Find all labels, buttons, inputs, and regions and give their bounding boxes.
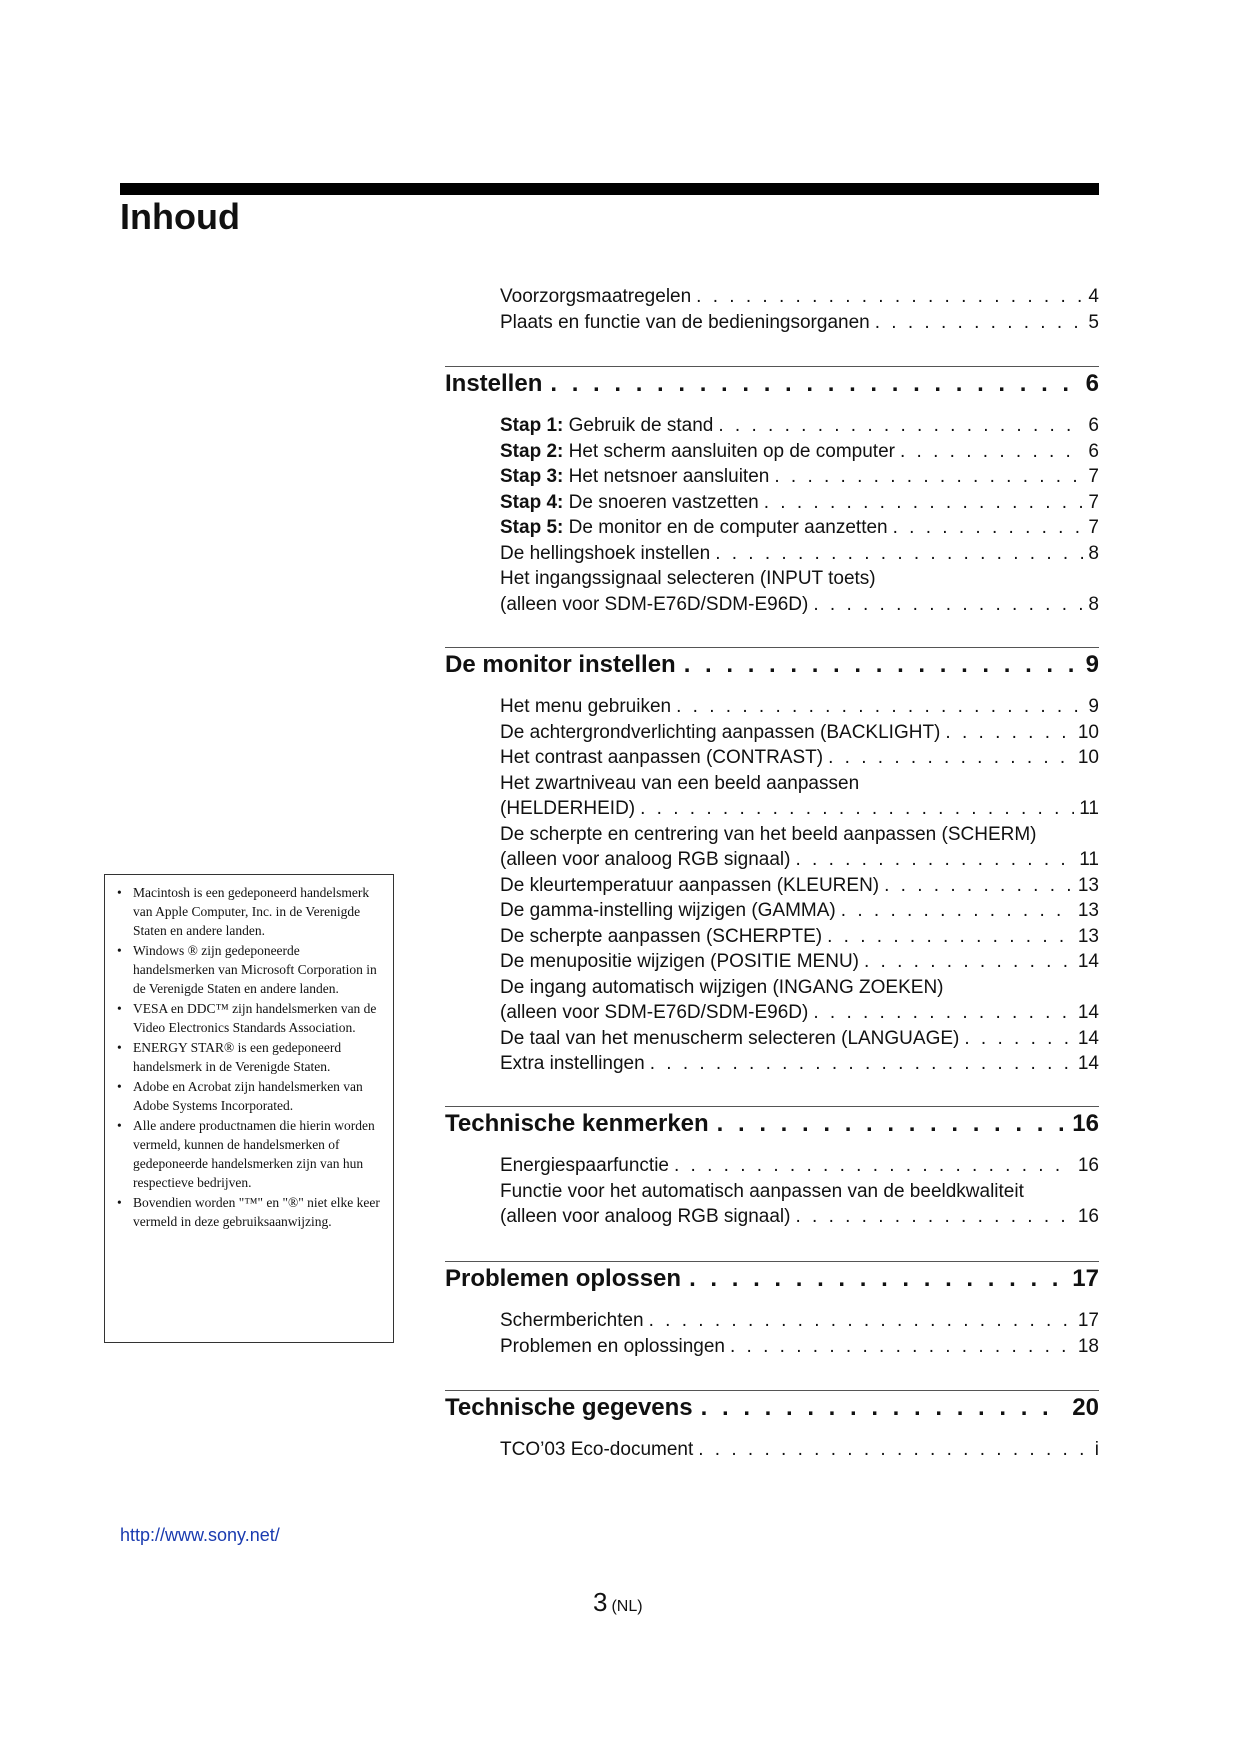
toc-entry-label <box>500 1155 669 1177</box>
page-ref: 16 <box>1077 1206 1099 1227</box>
toc-entry[interactable] <box>500 1310 1099 1336</box>
page-ref: 10 <box>1077 747 1099 768</box>
toc-entry-label <box>500 543 710 565</box>
toc-entry[interactable] <box>500 1439 1099 1465</box>
page-ref: 8 <box>1088 593 1099 615</box>
entry-text: Het zwartniveau van een beeld aanpassen <box>500 772 860 794</box>
leader-dots <box>701 1394 1065 1422</box>
leader-dots <box>900 441 1083 463</box>
toc-entry[interactable] <box>500 1336 1099 1362</box>
page-ref: 18 <box>1077 1335 1099 1357</box>
toc-entry[interactable] <box>500 492 1099 518</box>
toc-entry[interactable] <box>500 286 1099 312</box>
page-ref: 7 <box>1088 466 1099 487</box>
toc-entry-label <box>500 747 823 769</box>
step-label: Stap 4: <box>500 491 564 513</box>
page-ref: 10 <box>1077 721 1099 743</box>
page-ref: 11 <box>1079 798 1099 819</box>
leader-dots <box>893 517 1084 539</box>
leader-dots <box>696 286 1083 308</box>
title-rule <box>120 183 1099 195</box>
toc-entry-label <box>500 773 859 794</box>
entry-text: De menupositie wijzigen (POSITIE MENU) <box>500 951 859 972</box>
toc-entry-label <box>500 798 635 820</box>
toc-entry-label <box>500 1002 808 1024</box>
entry-text: De gamma-instelling wijzigen (GAMMA) <box>500 900 836 921</box>
leader-dots <box>945 722 1072 744</box>
leader-dots <box>841 900 1073 922</box>
entry-text: Schermberichten <box>500 1310 644 1331</box>
toc-entry-label <box>500 312 870 334</box>
toc-entry[interactable] <box>500 849 1099 875</box>
toc-entry[interactable] <box>500 517 1099 543</box>
toc-entry[interactable] <box>500 977 1099 1003</box>
step-label: Stap 5: <box>500 517 564 538</box>
section-page: 9 <box>1085 651 1099 678</box>
leader-dots <box>717 1110 1065 1138</box>
toc-entry-label <box>500 492 759 514</box>
toc-entry-label <box>500 286 691 308</box>
toc-entry-label <box>500 722 940 744</box>
entry-text: De ingang automatisch wijzigen (INGANG ZOEKEN) <box>500 976 944 998</box>
toc-entry[interactable] <box>500 824 1099 850</box>
toc-entry[interactable] <box>500 415 1099 441</box>
section-heading[interactable] <box>445 1394 1099 1428</box>
section-page: 17 <box>1072 1265 1099 1292</box>
entry-text: Het menu gebruiken <box>500 696 672 717</box>
trademark-note: • Alle andere productnamen die hierin worden vermeld, kunnen de handelsmerken of gedeponeerde handelsmerken zijn van hun respectieve bedrijven. <box>115 1116 383 1192</box>
entry-text: De hellingshoek instellen <box>500 542 711 564</box>
toc-entry-label <box>500 824 1037 845</box>
page-ref: 14 <box>1077 951 1099 972</box>
entry-text: Plaats en functie van de bedieningsorganen <box>500 311 870 333</box>
leader-dots <box>795 1206 1072 1228</box>
trademark-note: • Windows ® zijn gedeponeerde handelsmerken van Microsoft Corporation in de Verenigde Staten en andere landen. <box>115 941 383 998</box>
toc-entry[interactable] <box>500 1181 1099 1207</box>
page-ref: 7 <box>1088 491 1099 513</box>
toc-entry[interactable] <box>500 1053 1099 1079</box>
toc-entry[interactable] <box>500 466 1099 492</box>
toc-entry-label <box>500 594 808 616</box>
section-rule <box>445 1106 1099 1107</box>
toc-entry-label <box>500 517 888 539</box>
toc-entry[interactable] <box>500 312 1099 338</box>
page-ref: i <box>1094 1439 1099 1460</box>
section-rule <box>445 1390 1099 1391</box>
page-ref: 13 <box>1077 925 1099 947</box>
page-ref: 14 <box>1077 1002 1099 1023</box>
leader-dots <box>718 415 1083 437</box>
leader-dots <box>674 1155 1073 1177</box>
section-rule <box>445 1261 1099 1262</box>
trademark-note: • Macintosh is een gedeponeerd handelsmerk van Apple Computer, Inc. in de Verenigde Staten en andere landen. <box>115 883 383 940</box>
toc-entry-label <box>500 1310 644 1332</box>
entry-text: (alleen voor SDM-E76D/SDM-E96D) <box>500 1002 809 1023</box>
leader-dots <box>698 1439 1090 1461</box>
entry-text: De snoeren vastzetten <box>563 491 759 513</box>
toc-entry-label <box>500 415 713 437</box>
toc-entry[interactable] <box>500 722 1099 748</box>
section-heading[interactable] <box>445 370 1099 404</box>
page-ref: 13 <box>1077 900 1099 921</box>
section-heading[interactable] <box>445 651 1099 685</box>
entry-text: De achtergrondverlichting aanpassen (BACKLIGHT) <box>500 721 941 743</box>
leader-dots <box>684 651 1078 679</box>
entry-text: Functie voor het automatisch aanpassen van de beeldkwaliteit <box>500 1180 1024 1202</box>
section-title: Problemen oplossen <box>445 1265 682 1292</box>
toc-entry[interactable] <box>500 441 1099 467</box>
page-ref: 7 <box>1088 517 1099 538</box>
page-ref: 6 <box>1088 415 1099 436</box>
section-title: Technische kenmerken <box>445 1110 709 1137</box>
trademark-notes <box>104 874 394 1343</box>
page-title: Inhoud <box>120 196 240 237</box>
toc-entry-label <box>500 1206 790 1228</box>
page-ref: 6 <box>1088 440 1099 462</box>
toc-entry-label <box>500 466 769 488</box>
toc-entry-label <box>500 1053 645 1075</box>
page-ref: 4 <box>1088 286 1099 307</box>
entry-text: Het netsnoer aansluiten <box>563 466 770 487</box>
section-heading[interactable] <box>445 1265 1099 1299</box>
toc-entry-label <box>500 875 879 897</box>
toc-entry[interactable] <box>500 696 1099 722</box>
section-title: De monitor instellen <box>445 651 676 678</box>
entry-text: (alleen voor SDM-E76D/SDM-E96D) <box>500 593 809 615</box>
entry-text: De scherpte en centrering van het beeld aanpassen (SCHERM) <box>500 823 1037 845</box>
entry-text: Energiespaarfunctie <box>500 1155 669 1176</box>
leader-dots <box>715 543 1083 565</box>
entry-text: Extra instellingen <box>500 1053 645 1074</box>
entry-text: De taal van het menuscherm selecteren (LANGUAGE) <box>500 1027 960 1049</box>
section-page: 20 <box>1072 1394 1099 1421</box>
page-ref: 13 <box>1077 874 1099 896</box>
leader-dots <box>649 1310 1073 1332</box>
section-page: 6 <box>1085 370 1099 397</box>
toc-entry-label <box>500 1028 959 1050</box>
toc-entry[interactable] <box>500 798 1099 824</box>
step-label: Stap 2: <box>500 440 564 462</box>
page-ref: 14 <box>1077 1053 1099 1074</box>
toc-entry[interactable] <box>500 951 1099 977</box>
leader-dots <box>676 696 1083 718</box>
toc-entry-label <box>500 1439 693 1461</box>
section-rule <box>445 366 1099 367</box>
entry-text: Het scherm aansluiten op de computer <box>563 440 895 462</box>
leader-dots <box>813 594 1083 616</box>
section-rule <box>445 647 1099 648</box>
leader-dots <box>650 1053 1073 1075</box>
leader-dots <box>884 875 1073 897</box>
trademark-note: • ENERGY STAR® is een gedeponeerd handelsmerk in de Verenigde Staten. <box>115 1038 383 1076</box>
leader-dots <box>827 926 1073 948</box>
toc-entry-label <box>500 441 895 463</box>
toc-entry-label <box>500 926 822 948</box>
leader-dots <box>730 1336 1073 1358</box>
page-ref: 9 <box>1088 696 1099 717</box>
toc-entry[interactable] <box>500 1206 1099 1232</box>
sony-url-link[interactable]: http://www.sony.net/ <box>120 1525 280 1545</box>
trademark-note: • VESA en DDC™ zijn handelsmerken van de Video Electronics Standards Association. <box>115 999 383 1037</box>
page-number: 3 (NL) <box>593 1587 643 1617</box>
entry-text: De kleurtemperatuur aanpassen (KLEUREN) <box>500 874 880 896</box>
section-heading[interactable] <box>445 1110 1099 1144</box>
toc-entry[interactable] <box>500 1002 1099 1028</box>
leader-dots <box>875 312 1084 334</box>
entry-text: Het contrast aanpassen (CONTRAST) <box>500 747 824 768</box>
toc-entry[interactable] <box>500 900 1099 926</box>
toc-entry-label <box>500 1336 725 1358</box>
leader-dots <box>689 1265 1064 1293</box>
toc-entry[interactable] <box>500 773 1099 799</box>
leader-dots <box>964 1028 1073 1050</box>
entry-text: De monitor en de computer aanzetten <box>563 517 888 538</box>
page-ref: 5 <box>1088 311 1099 333</box>
leader-dots <box>813 1002 1073 1024</box>
entry-text: Voorzorgsmaatregelen <box>500 286 692 307</box>
toc-entry-label <box>500 696 671 718</box>
entry-text: Gebruik de stand <box>563 415 714 436</box>
page-ref: 11 <box>1079 849 1099 870</box>
section-page: 16 <box>1072 1110 1099 1137</box>
page-ref: 17 <box>1077 1310 1099 1331</box>
section-title: Technische gegevens <box>445 1394 693 1421</box>
leader-dots <box>864 951 1073 973</box>
page-ref: 8 <box>1088 542 1099 564</box>
section-title: Instellen <box>445 370 543 397</box>
entry-text: De scherpte aanpassen (SCHERPTE) <box>500 925 823 947</box>
leader-dots <box>828 747 1073 769</box>
leader-dots <box>774 466 1083 488</box>
toc-entry[interactable] <box>500 543 1099 569</box>
leader-dots <box>550 370 1077 398</box>
trademark-note: • Bovendien worden "™" en "®" niet elke keer vermeld in deze gebruiksaanwijzing. <box>115 1193 383 1231</box>
toc-entry-label <box>500 568 876 589</box>
entry-text: (alleen voor analoog RGB signaal) <box>500 849 791 870</box>
toc-entry-label <box>500 900 836 922</box>
toc-entry[interactable] <box>500 926 1099 952</box>
leader-dots <box>795 849 1074 871</box>
toc-entry[interactable] <box>500 594 1099 620</box>
toc-entry[interactable] <box>500 875 1099 901</box>
entry-text: TCO’03 Eco-document <box>500 1439 694 1460</box>
toc-entry-label <box>500 1181 1024 1202</box>
entry-text: Problemen en oplossingen <box>500 1335 725 1357</box>
leader-dots <box>764 492 1084 514</box>
toc-entry[interactable] <box>500 568 1099 594</box>
toc-entry[interactable] <box>500 1028 1099 1054</box>
toc-entry-label <box>500 951 859 973</box>
page-ref: 14 <box>1077 1027 1099 1049</box>
toc-entry-label <box>500 849 790 871</box>
leader-dots <box>640 798 1074 820</box>
page-ref: 16 <box>1077 1155 1099 1176</box>
trademark-note: • Adobe en Acrobat zijn handelsmerken van Adobe Systems Incorporated. <box>115 1077 383 1115</box>
entry-text: (alleen voor analoog RGB signaal) <box>500 1206 791 1227</box>
toc-entry-label <box>500 977 944 998</box>
entry-text: Het ingangssignaal selecteren (INPUT toets) <box>500 568 876 589</box>
step-label: Stap 3: <box>500 466 564 487</box>
toc-entry[interactable] <box>500 1155 1099 1181</box>
toc-entry[interactable] <box>500 747 1099 773</box>
entry-text: (HELDERHEID) <box>500 798 636 819</box>
step-label: Stap 1: <box>500 415 564 436</box>
